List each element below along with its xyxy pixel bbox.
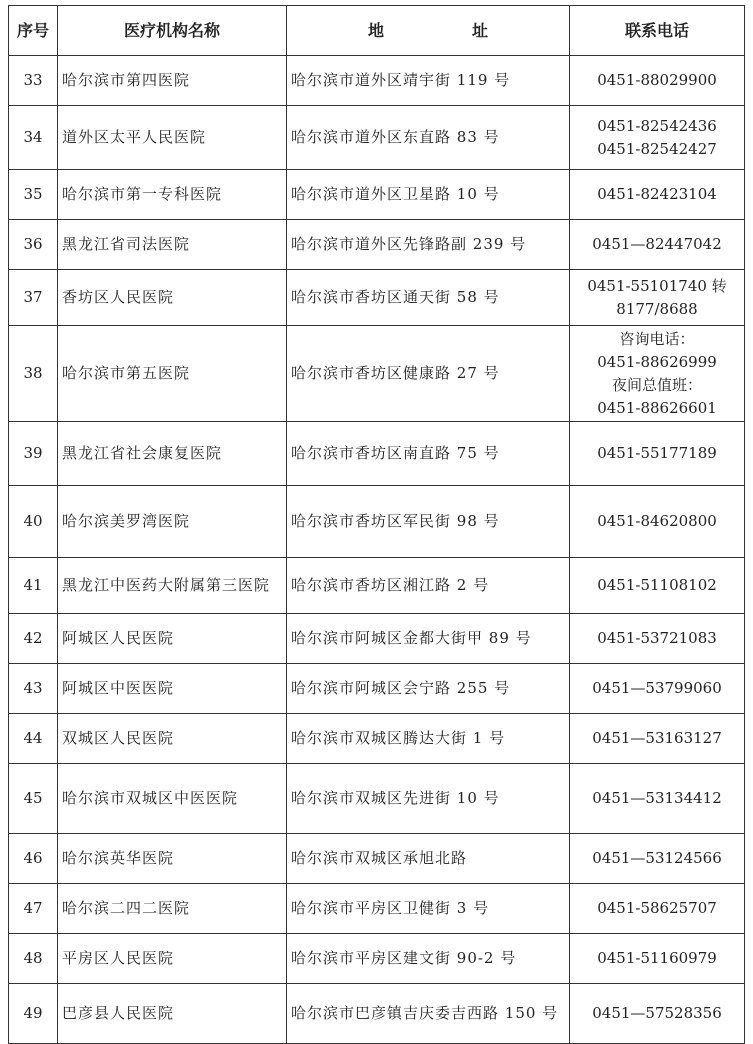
institution-name: 巴彦县人民医院 [58,984,287,1044]
institution-name: 平房区人民医院 [58,934,287,984]
phone-line: 0451-88029900 [597,71,717,89]
table-row [9,170,745,220]
institution-address: 哈尔滨市平房区建文街 90-2 号 [287,934,570,984]
institution-name: 香坊区人民医院 [58,270,287,326]
institution-address: 哈尔滨市双城区先进街 10 号 [287,764,570,834]
institution-name: 哈尔滨市第五医院 [58,326,287,422]
phone-line: 0451—53163127 [592,729,722,747]
institution-name: 道外区太平人民医院 [58,106,287,170]
institution-name: 阿城区中医医院 [58,664,287,714]
institution-address: 哈尔滨市阿城区会宁路 255 号 [287,664,570,714]
phone-line: 0451—53799060 [592,679,722,697]
table-row [9,220,745,270]
institution-address: 哈尔滨市道外区东直路 83 号 [287,106,570,170]
institution-address: 哈尔滨市平房区卫健街 3 号 [287,884,570,934]
contact-phone [570,714,745,764]
institution-name: 黑龙江省司法医院 [58,220,287,270]
phone-line: 0451-58625707 [597,899,717,917]
contact-phone [570,884,745,934]
institution-name: 哈尔滨市第一专科医院 [58,170,287,220]
contact-phone [570,56,745,106]
phone-line: 0451-82542436 [597,116,717,135]
contact-phone [570,486,745,558]
institution-name: 双城区人民医院 [58,714,287,764]
row-number: 33 [9,56,58,106]
institution-address: 哈尔滨市香坊区通天街 58 号 [287,270,570,326]
institution-name: 哈尔滨市第四医院 [58,56,287,106]
institution-address: 哈尔滨市道外区卫星路 10 号 [287,170,570,220]
contact-phone [570,170,745,220]
institution-address: 哈尔滨市香坊区健康路 27 号 [287,326,570,422]
hospital-table [8,5,745,1044]
contact-phone [570,558,745,614]
table-row [9,884,745,934]
institution-name: 哈尔滨美罗湾医院 [58,486,287,558]
header-phone: 联系电话 [570,6,745,56]
row-number: 48 [9,934,58,984]
contact-phone [570,106,745,170]
contact-phone [570,764,745,834]
institution-address: 哈尔滨市道外区先锋路副 239 号 [287,220,570,270]
contact-phone [570,220,745,270]
table-row [9,664,745,714]
row-number: 37 [9,270,58,326]
institution-name: 哈尔滨英华医院 [58,834,287,884]
table-row [9,56,745,106]
row-number: 34 [9,106,58,170]
phone-line: 0451-55101740 转 [587,276,727,295]
phone-line: 0451-88626601 [597,398,717,417]
header-address [287,6,570,56]
institution-address: 哈尔滨市香坊区军民街 98 号 [287,486,570,558]
contact-phone [570,934,745,984]
table-row [9,614,745,664]
contact-phone [570,270,745,326]
phone-line: 0451-84620800 [597,512,717,530]
header-row [9,6,745,56]
phone-line: 0451-51160979 [597,949,717,967]
institution-name: 黑龙江省社会康复医院 [58,422,287,486]
row-number: 40 [9,486,58,558]
table-row [9,714,745,764]
institution-name: 阿城区人民医院 [58,614,287,664]
phone-line: 0451—82447042 [592,235,722,253]
phone-line: 8177/8688 [616,299,698,318]
table-row [9,326,745,422]
phone-line: 0451-82542427 [597,139,717,158]
institution-address: 哈尔滨市香坊区南直路 75 号 [287,422,570,486]
table-row [9,834,745,884]
phone-line: 0451—57528356 [592,1004,722,1022]
row-number: 35 [9,170,58,220]
row-number: 46 [9,834,58,884]
institution-address: 哈尔滨市香坊区湘江路 2 号 [287,558,570,614]
table-row [9,984,745,1044]
phone-line: 0451-88626999 [597,352,717,371]
row-number: 36 [9,220,58,270]
phone-line: 0451-53721083 [597,629,717,647]
phone-line: 咨询电话： [619,329,695,348]
header-name: 医疗机构名称 [58,6,287,56]
header-num: 序号 [9,6,58,56]
institution-name: 哈尔滨市双城区中医医院 [58,764,287,834]
row-number: 49 [9,984,58,1044]
row-number: 41 [9,558,58,614]
contact-phone [570,614,745,664]
institution-address: 哈尔滨市阿城区金都大街甲 89 号 [287,614,570,664]
table-row [9,270,745,326]
table-row [9,422,745,486]
institution-name: 黑龙江中医药大附属第三医院 [58,558,287,614]
row-number: 42 [9,614,58,664]
phone-line: 夜间总值班： [611,375,702,394]
phone-line: 0451-51108102 [597,576,717,594]
institution-address: 哈尔滨市双城区承旭北路 [287,834,570,884]
row-number: 45 [9,764,58,834]
phone-line: 0451-55177189 [597,444,717,462]
institution-name: 哈尔滨二四二医院 [58,884,287,934]
institution-address: 哈尔滨市道外区靖宇街 119 号 [287,56,570,106]
row-number: 38 [9,326,58,422]
phone-line: 0451—53134412 [592,789,722,807]
institution-address: 哈尔滨市双城区腾达大街 1 号 [287,714,570,764]
table-row [9,486,745,558]
header-address-a: 地 [367,21,384,40]
row-number: 44 [9,714,58,764]
contact-phone [570,984,745,1044]
contact-phone [570,834,745,884]
row-number: 43 [9,664,58,714]
contact-phone [570,326,745,422]
table-row [9,934,745,984]
row-number: 47 [9,884,58,934]
table-row [9,558,745,614]
table-row [9,764,745,834]
institution-address: 哈尔滨市巴彦镇吉庆委吉西路 150 号 [287,984,570,1044]
contact-phone [570,664,745,714]
contact-phone [570,422,745,486]
header-address-b: 址 [472,21,489,40]
phone-line: 0451—53124566 [592,849,722,867]
phone-line: 0451-82423104 [597,185,717,203]
table-row [9,106,745,170]
row-number: 39 [9,422,58,486]
